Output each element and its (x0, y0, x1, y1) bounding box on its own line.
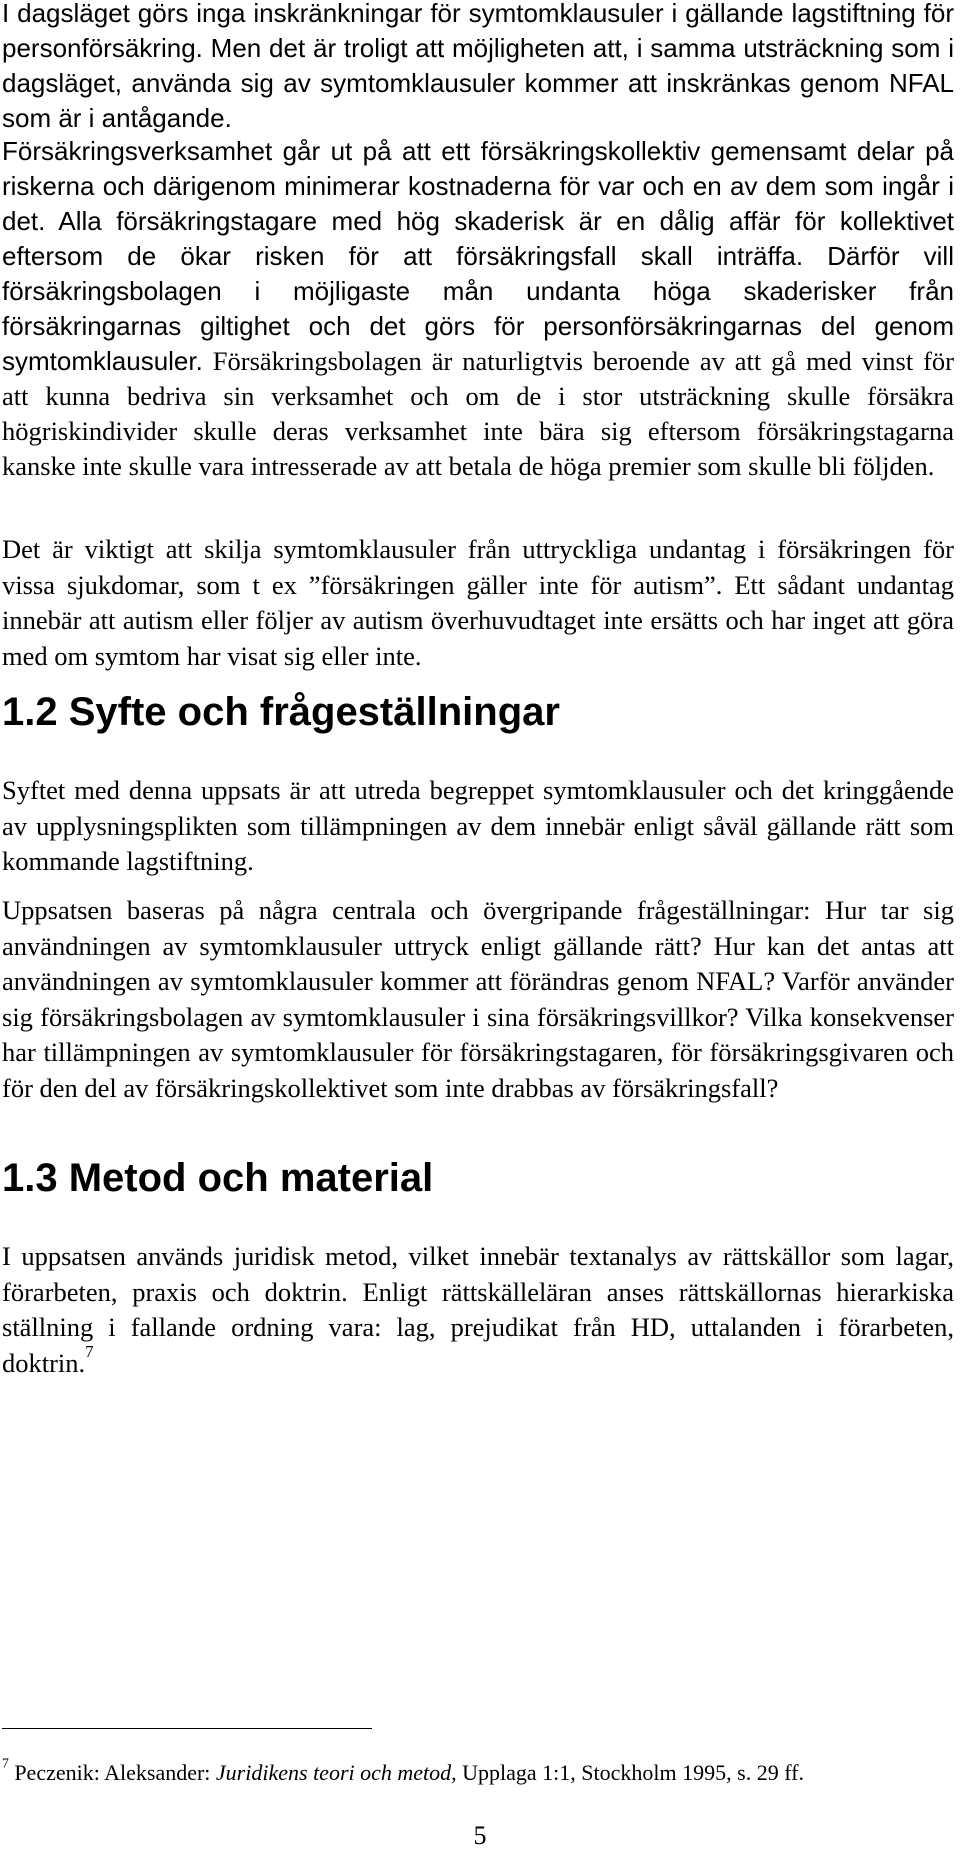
paragraph-insurance-business-serif: Försäkringsbolagen är naturligtvis beroende av att gå med vinst för att kunna bedriva sin verksamhet och om de i stor utsträckning skulle försäkra högriskindivider skulle deras verksamhet inte bära sig eftersom försäkringstagarna kanske inte skulle vara intresserade av att betala de höga premier som skulle bli följden. (2, 346, 954, 481)
paragraph-intro-limitations: I dagsläget görs inga inskränkningar för symtomklausuler i gällande lagstiftning för personförsäkring. Men det är troligt att möjligheten att, i samma utsträckning som i dagsläget, använda sig av symtomklausuler kommer att inskränkas genom NFAL som är i antågande. (2, 0, 954, 133)
footnote-author: Peczenik: Aleksander: (8, 1760, 216, 1785)
paragraph-purpose: Syftet med denna uppsats är att utreda begreppet symtomklausuler och det kringgående av upplysningsplikten som tillämpningen av dem innebär enligt såväl gällande rätt som kommande lagstiftning. (2, 775, 954, 876)
heading-metod: 1.3 Metod och material (2, 1156, 434, 1200)
page-number: 5 (473, 1821, 487, 1850)
paragraph-method-text: I uppsatsen används juridisk metod, vilket innebär textanalys av rättskällor som lagar, förarbeten, praxis och doktrin. Enligt rättskälleläran anses rättskällornas hierarkiska ställning i fallande ordning vara: lag, prejudikat från HD, uttalanden i förarbeten, doktrin. (2, 1241, 954, 1378)
paragraph-research-questions: Uppsatsen baseras på några centrala och övergripande frågeställningar: Hur tar sig användningen av symtomklausuler uttryck enligt gällande rätt? Hur kan det antas att användningen av symtomklausuler kommer att förändras genom NFAL? Varför använder sig försäkringsbolagen av symtomklausuler i sina försäkringsvillkor? Vilka konsekvenser har tillämpningen av symtomklausuler för försäkringstagaren, för försäkringsgivaren och för den del av försäkringskollektivet som inte drabbas av försäkringsfall? (2, 895, 954, 1103)
footnote-rest: Upplaga 1:1, Stockholm 1995, s. 29 ff. (456, 1760, 804, 1785)
footnote-reference[interactable]: 7 (85, 1341, 94, 1361)
footnote-number: 7 (2, 1755, 9, 1771)
paragraph-insurance-business-sans: Försäkringsverksamhet går ut på att ett försäkringskollektiv gemensamt delar på riskerna och därigenom minimerar kostnaderna för var och en av dem som ingår i det. Alla försäkringstagare med hög skaderisk är en dålig affär för kollektivet eftersom de ökar risken för att försäkringsfall skall inträffa. Därför vill försäkringsbolagen i möjligaste mån undanta höga skaderisker från försäkringarnas giltighet och det görs för personförsäkringarnas del genom symtomklausuler. (2, 136, 954, 376)
footnote-divider (2, 1728, 372, 1729)
footnote (2, 1755, 954, 1788)
footnote-title: Juridikens teori och metod, (215, 1760, 457, 1785)
heading-syfte: 1.2 Syfte och frågeställningar (2, 690, 560, 734)
paragraph-insurance-business (2, 134, 954, 484)
paragraph-explicit-exceptions: Det är viktigt att skilja symtomklausuler från uttryckliga undantag i försäkringen för vissa sjukdomar, som t ex ”försäkringen gäller inte för autism”. Ett sådant undantag innebär att autism eller följer av autism överhuvudtaget inte ersätts och har inget att göra med om symtom har visat sig eller inte. (2, 534, 954, 671)
paragraph-method (2, 1239, 954, 1381)
